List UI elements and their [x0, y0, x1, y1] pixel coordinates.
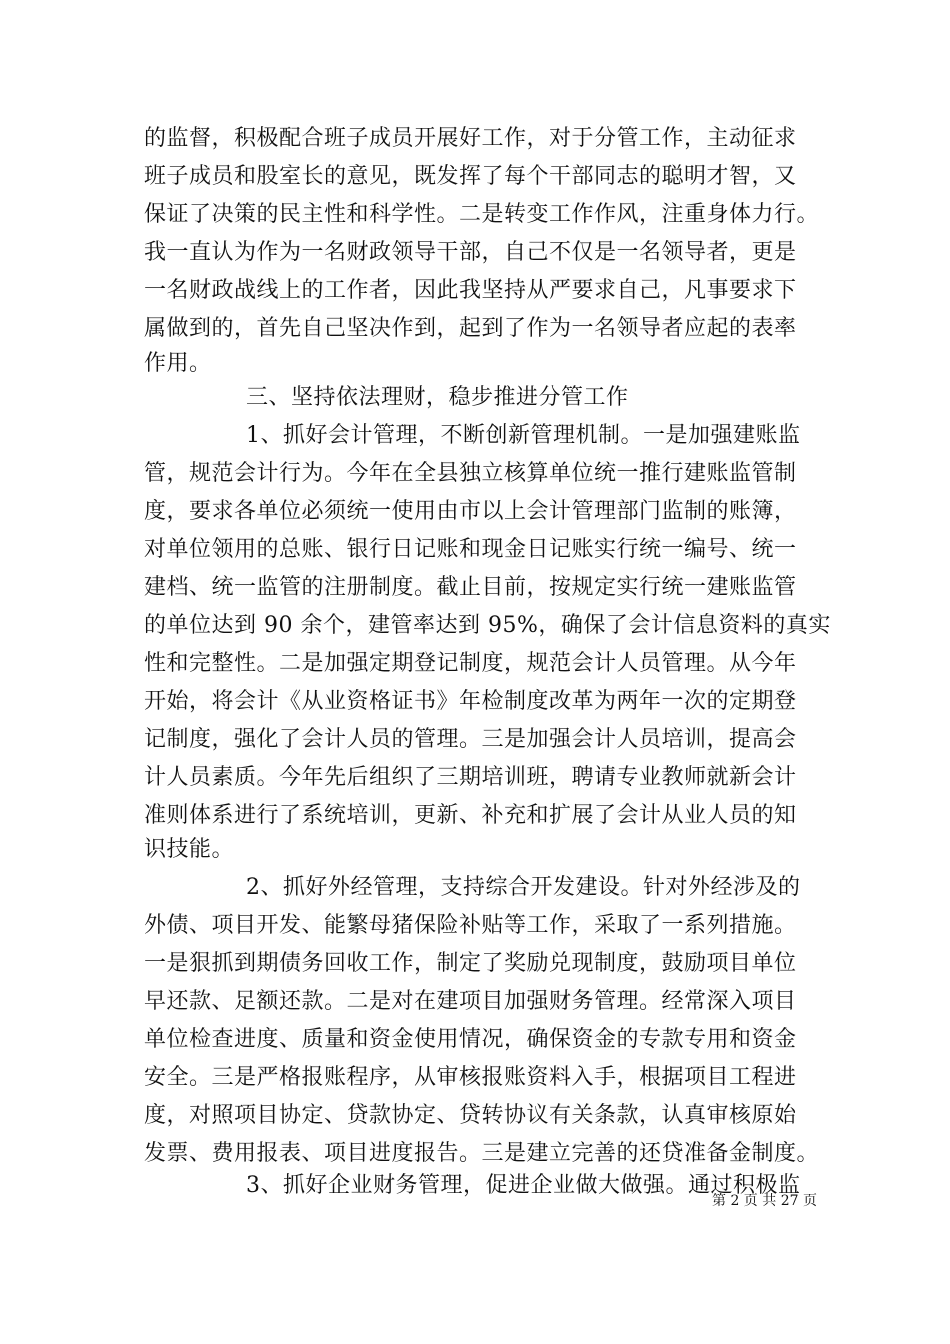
text-line: 对单位领用的总账、银行日记账和现金日记账实行统一编号、统一 — [144, 537, 797, 562]
text-line: 一是狠抓到期债务回收工作，制定了奖励兑现制度，鼓励项目单位 — [144, 951, 797, 976]
text-line: 单位检查进度、质量和资金使用情况，确保资金的专款专用和资金 — [144, 1027, 797, 1052]
text-line: 识技能。 — [144, 837, 235, 862]
text-line: 计人员素质。今年先后组织了三期培训班，聘请专业教师就新会计 — [144, 765, 797, 790]
text-line: 班子成员和股室长的意见，既发挥了每个干部同志的聪明才智，又 — [144, 164, 797, 189]
text-line: 管，规范会计行为。今年在全县独立核算单位统一推行建账监管制 — [144, 461, 797, 486]
text-line: 2、抓好外经管理，支持综合开发建设。针对外经涉及的 — [246, 875, 801, 900]
text-line: 安全。三是严格报账程序，从审核报账资料入手，根据项目工程进 — [144, 1065, 797, 1090]
text-line: 准则体系进行了系统培训，更新、补充和扩展了会计从业人员的知 — [144, 803, 797, 828]
text-line: 我一直认为作为一名财政领导干部，自己不仅是一名领导者，更是 — [144, 240, 797, 265]
text-line: 一名财政战线上的工作者，因此我坚持从严要求自己，凡事要求下 — [144, 278, 797, 303]
text-line: 作用。 — [144, 351, 212, 376]
text-line: 建档、统一监管的注册制度。截止目前，按规定实行统一建账监管 — [144, 575, 797, 600]
page-number-footer: 第 2 页 共 27 页 — [712, 1193, 817, 1209]
text-line: 性和完整性。二是加强定期登记制度，规范会计人员管理。从今年 — [144, 651, 797, 676]
text-line: 外债、项目开发、能繁母猪保险补贴等工作，采取了一系列措施。 — [144, 913, 797, 938]
text-line: 保证了决策的民主性和科学性。二是转变工作作风，注重身体力行。 — [144, 202, 820, 227]
text-line: 的单位达到 90 余个，建管率达到 95%，确保了会计信息资料的真实 — [144, 613, 831, 638]
text-line: 的监督，积极配合班子成员开展好工作，对于分管工作，主动征求 — [144, 126, 797, 151]
text-line: 开始，将会计《从业资格证书》年检制度改革为两年一次的定期登 — [144, 689, 797, 714]
text-line: 属做到的，首先自己坚决作到，起到了作为一名领导者应起的表率 — [144, 316, 797, 341]
text-line: 度，对照项目协定、贷款协定、贷转协议有关条款，认真审核原始 — [144, 1103, 797, 1128]
section-heading: 三、坚持依法理财，稳步推进分管工作 — [246, 385, 629, 410]
text-line: 1、抓好会计管理，不断创新管理机制。一是加强建账监 — [246, 423, 801, 448]
text-line: 度，要求各单位必须统一使用由市以上会计管理部门监制的账簿， — [144, 499, 797, 524]
text-line: 发票、费用报表、项目进度报告。三是建立完善的还贷准备金制度。 — [144, 1141, 820, 1166]
text-line: 记制度，强化了会计人员的管理。三是加强会计人员培训，提高会 — [144, 727, 797, 752]
text-line: 3、抓好企业财务管理，促进企业做大做强。通过积极监 — [246, 1173, 801, 1198]
text-line: 早还款、足额还款。二是对在建项目加强财务管理。经常深入项目 — [144, 989, 797, 1014]
